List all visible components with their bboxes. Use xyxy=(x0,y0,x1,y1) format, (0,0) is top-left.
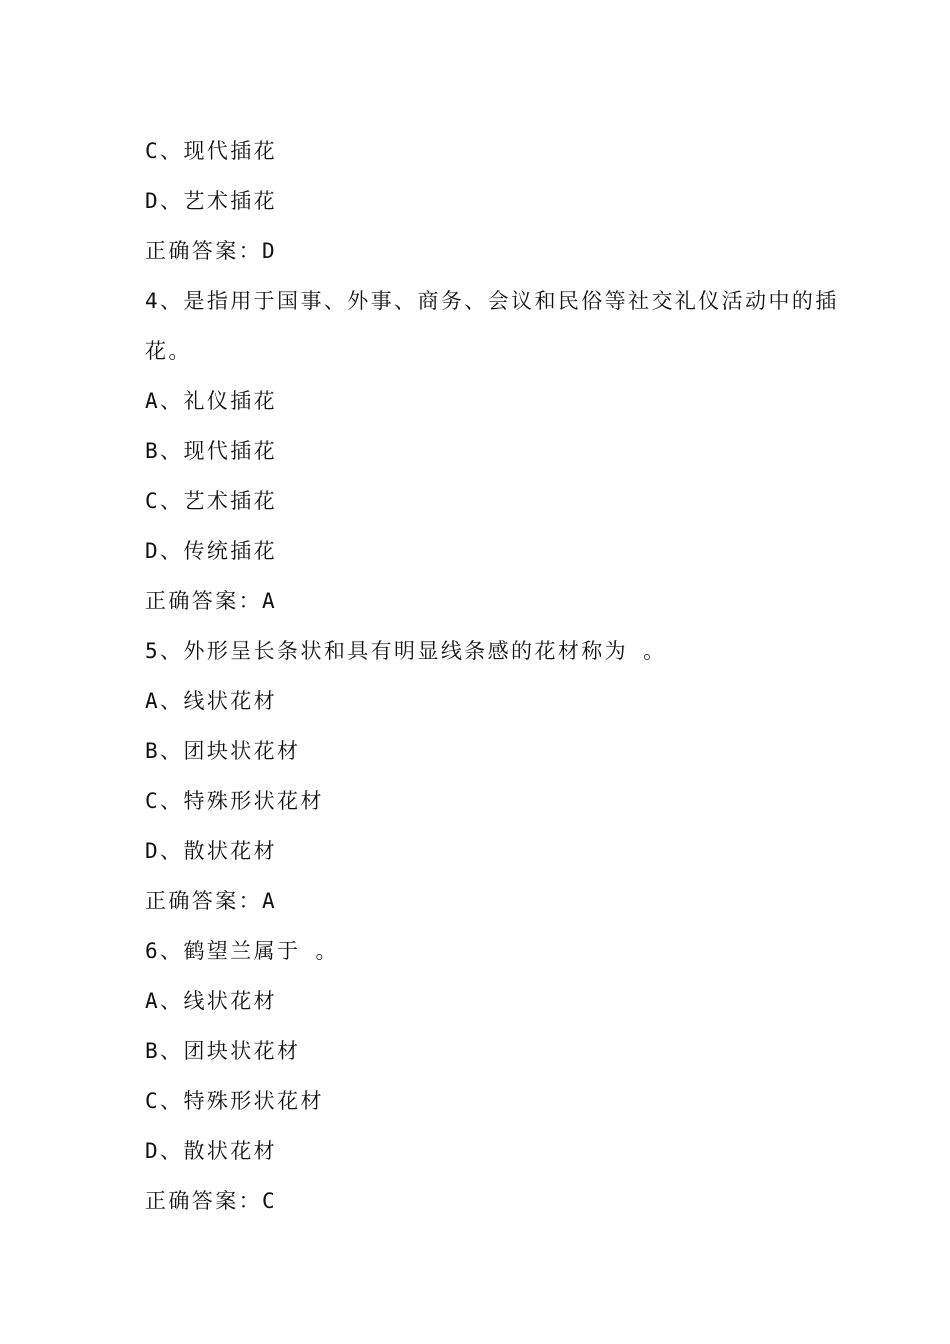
option-d: D、散状花材 xyxy=(145,1139,278,1163)
option-a: A、线状花材 xyxy=(145,989,278,1013)
option-c: C、特殊形状花材 xyxy=(145,1089,324,1113)
option-a: A、线状花材 xyxy=(145,689,278,713)
option-c: C、特殊形状花材 xyxy=(145,789,324,813)
answer-line: 正确答案：A xyxy=(145,589,278,613)
answer-line: 正确答案：D xyxy=(145,239,278,263)
question-4-text: 4、是指用于国事、外事、商务、会议和民俗等社交礼仪活动中的插 xyxy=(145,289,839,313)
answer-line: 正确答案：C xyxy=(145,1189,278,1213)
option-d: D、散状花材 xyxy=(145,839,278,863)
option-c: C、现代插花 xyxy=(145,139,278,163)
question-5-text: 5、外形呈长条状和具有明显线条感的花材称为 。 xyxy=(145,639,667,663)
document-body xyxy=(145,126,839,1226)
option-b: B、团块状花材 xyxy=(145,739,301,763)
question-6-text: 6、鹤望兰属于 。 xyxy=(145,939,339,963)
answer-line: 正确答案：A xyxy=(145,889,278,913)
option-b: B、团块状花材 xyxy=(145,1039,301,1063)
option-c: C、艺术插花 xyxy=(145,489,278,513)
option-b: B、现代插花 xyxy=(145,439,278,463)
option-a: A、礼仪插花 xyxy=(145,389,278,413)
option-d: D、艺术插花 xyxy=(145,189,278,213)
option-d: D、传统插花 xyxy=(145,539,278,563)
question-4-text-continued: 花。 xyxy=(145,339,192,363)
